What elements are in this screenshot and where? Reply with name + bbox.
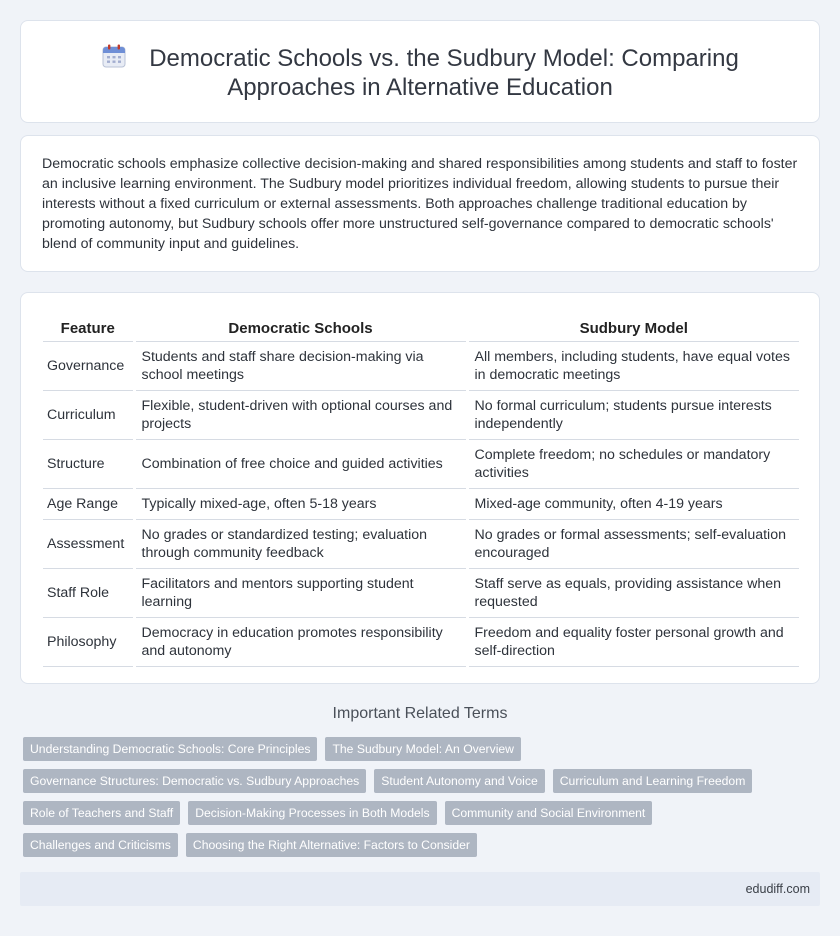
header-feature: Feature [43,315,134,341]
related-terms-title: Important Related Terms [332,705,508,722]
democratic-cell: Students and staff share decision-making via school meetings [134,341,467,390]
sudbury-cell: No grades or formal assessments; self-evaluation encouraged [467,519,799,568]
democratic-cell: No grades or standardized testing; evaluation through community feedback [134,519,467,568]
sudbury-cell: Mixed-age community, often 4-19 years [467,488,799,519]
table-row [43,519,799,568]
comparison-table-card [20,292,820,684]
table-row [43,341,799,390]
democratic-cell: Combination of free choice and guided activities [134,439,467,488]
table-row [43,488,799,519]
table-row [43,568,799,617]
sudbury-cell: No formal curriculum; students pursue interests independently [467,390,799,439]
related-term-tag[interactable]: Student Autonomy and Voice [374,769,545,793]
democratic-cell: Flexible, student-driven with optional courses and projects [134,390,467,439]
related-term-tag[interactable]: Challenges and Criticisms [23,833,178,857]
table-row [43,390,799,439]
table-header-row [43,315,799,341]
table-row [43,439,799,488]
related-term-tag[interactable]: Understanding Democratic Schools: Core Principles [23,737,317,761]
sudbury-cell: All members, including students, have equal votes in democratic meetings [467,341,799,390]
related-term-tag[interactable]: Choosing the Right Alternative: Factors to Consider [186,833,477,857]
feature-cell: Assessment [43,519,134,568]
feature-cell: Philosophy [43,617,134,666]
summary-card [20,135,820,272]
sudbury-cell: Complete freedom; no schedules or mandatory activities [467,439,799,488]
related-term-tag[interactable]: Role of Teachers and Staff [23,801,180,825]
feature-cell: Age Range [43,488,134,519]
table-row [43,617,799,666]
democratic-cell: Typically mixed-age, often 5-18 years [134,488,467,519]
feature-cell: Structure [43,439,134,488]
header-democratic-schools: Democratic Schools [134,315,467,341]
feature-cell: Curriculum [43,390,134,439]
page-title-wrap [21,43,819,102]
feature-cell: Staff Role [43,568,134,617]
footer [20,872,820,906]
summary-text: Democratic schools emphasize collective decision-making and shared responsibilities among students and staff to foster an inclusive learning environment. The Sudbury model prioritizes individual freedom, allowing students to pursue their interests without a fixed curriculum or external assessments. Both approaches challenge traditional education by promoting autonomy, but Sudbury schools offer more unstructured self-governance compared to democratic schools' blend of community input and guidelines. [42,156,798,252]
header-card [20,20,820,123]
calendar-icon [101,43,127,69]
comparison-table [43,315,799,667]
sudbury-cell: Staff serve as equals, providing assistance when requested [467,568,799,617]
feature-cell: Governance [43,341,134,390]
related-term-tag[interactable]: Governance Structures: Democratic vs. Sudbury Approaches [23,769,366,793]
democratic-cell: Facilitators and mentors supporting student learning [134,568,467,617]
related-term-tag[interactable]: Decision-Making Processes in Both Models [188,801,436,825]
header-sudbury-model: Sudbury Model [467,315,799,341]
related-term-tag[interactable]: Curriculum and Learning Freedom [553,769,753,793]
footer-site-link[interactable]: edudiff.com [745,882,810,896]
page-title: Democratic Schools vs. the Sudbury Model: Comparing Approaches in Alternative Education [149,45,739,101]
democratic-cell: Democracy in education promotes responsibility and autonomy [134,617,467,666]
sudbury-cell: Freedom and equality foster personal growth and self-direction [467,617,799,666]
related-terms-list [23,737,823,865]
related-term-tag[interactable]: Community and Social Environment [445,801,653,825]
related-term-tag[interactable]: The Sudbury Model: An Overview [325,737,521,761]
